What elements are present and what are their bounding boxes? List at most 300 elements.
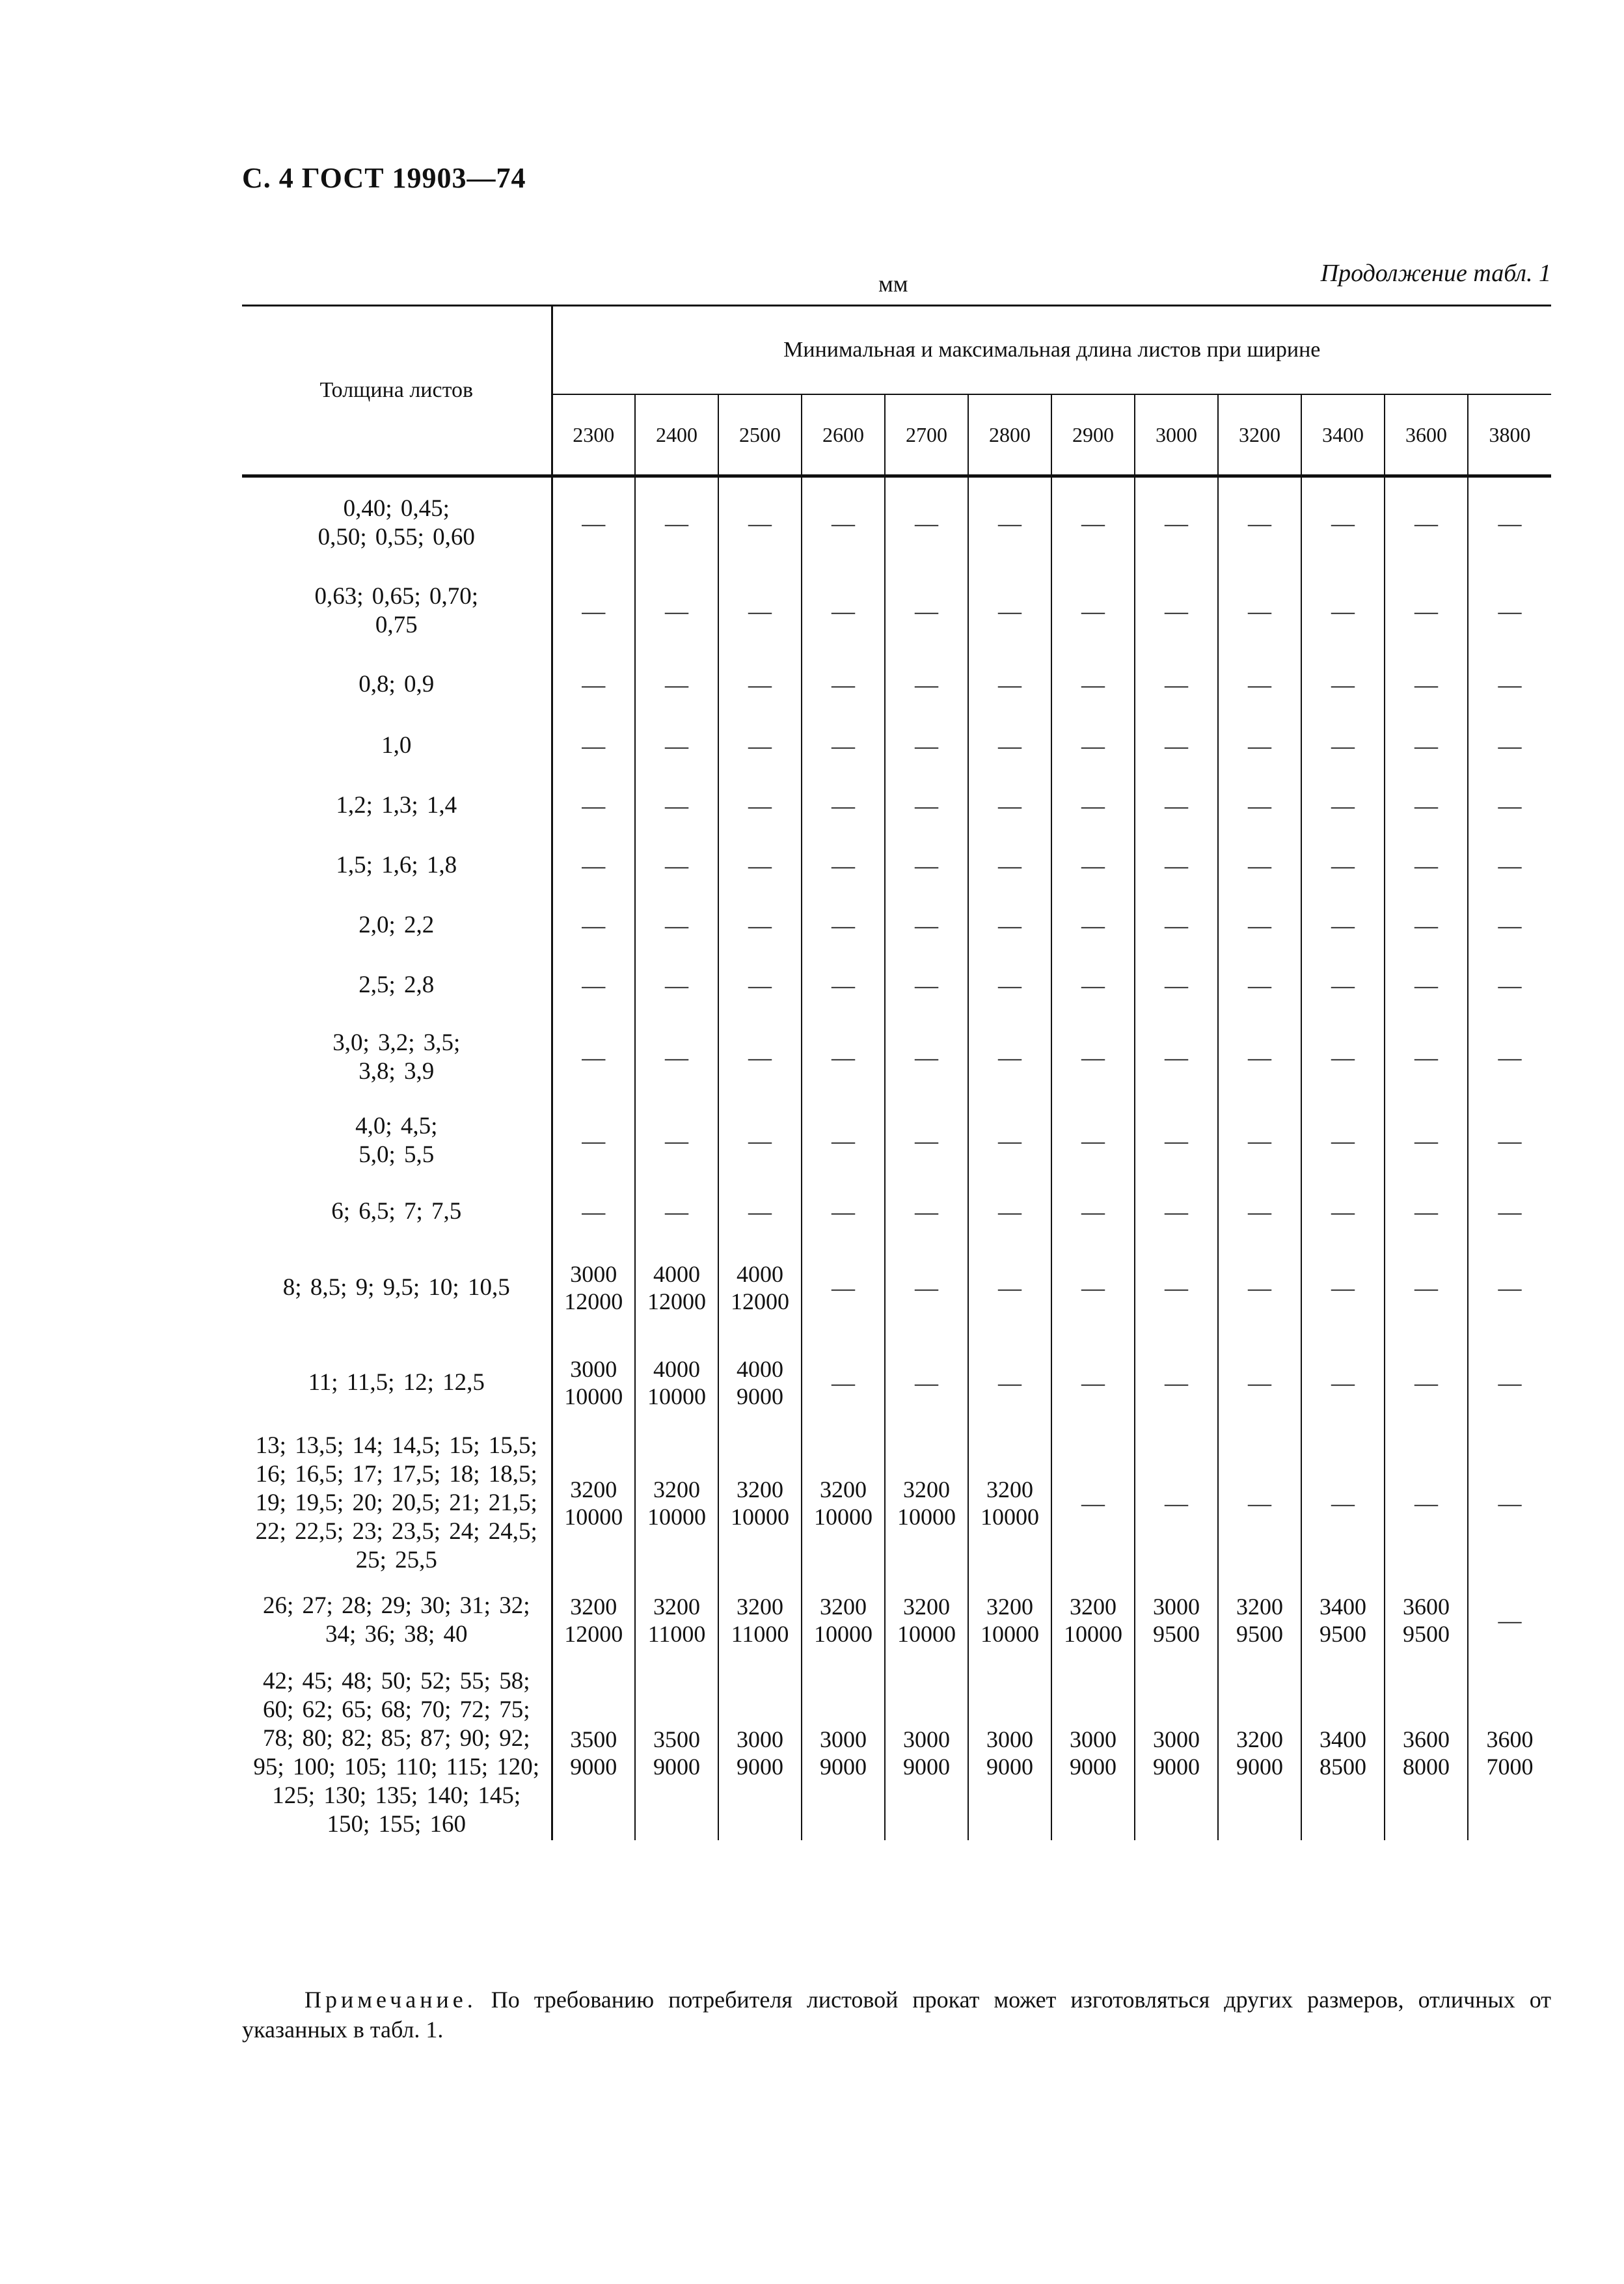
no-value-dash: — [1165,972,1188,998]
length-cell [885,1100,968,1182]
width-header-cell: 3200 [1218,394,1301,476]
no-value-dash: — [1498,1489,1522,1516]
length-cell [552,1100,635,1182]
length-cell [718,776,802,836]
length-cell [718,1015,802,1100]
length-cell [1301,1182,1385,1242]
min-length-value: 3000 [570,1260,617,1287]
no-value-dash: — [998,912,1022,938]
thickness-line: 25; 25,5 [355,1546,437,1573]
table-row [242,1015,1551,1100]
length-cell [1135,1334,1218,1432]
length-cell [1468,1015,1551,1100]
table-row [242,1432,1551,1575]
no-value-dash: — [1331,1489,1355,1516]
length-header: Минимальная и максимальная длина листов при ширине [552,306,1551,395]
length-cell [802,1182,885,1242]
no-value-dash: — [1081,792,1105,819]
length-cell [968,653,1051,716]
thickness-line: 6; 6,5; 7; 7,5 [331,1197,462,1225]
width-header-cell: 2600 [802,394,885,476]
table-row [242,955,1551,1015]
length-cell [635,776,718,836]
length-cell [1385,476,1468,569]
length-cell [718,716,802,776]
no-value-dash: — [1081,972,1105,998]
thickness-line: 16; 16,5; 17; 17,5; 18; 18,5; [255,1460,537,1488]
length-cell [1218,836,1301,895]
length-cell [1218,1100,1301,1182]
no-value-dash: — [582,597,606,624]
length-cell [1218,716,1301,776]
min-length-value: 3600 [1486,1726,1534,1752]
max-length-value: 9500 [1320,1620,1366,1647]
length-cell [1468,776,1551,836]
max-length-value: 9000 [903,1753,950,1780]
length-cell [1301,1015,1385,1100]
max-length-value: 9000 [986,1753,1033,1780]
length-cell [1301,476,1385,569]
no-value-dash: — [665,732,688,759]
min-length-value: 3000 [1070,1726,1116,1752]
max-length-value: 9500 [1236,1620,1283,1647]
length-cell [552,836,635,895]
length-cell [635,653,718,716]
max-length-value: 10000 [981,1620,1039,1647]
no-value-dash: — [748,912,772,938]
no-value-dash: — [748,852,772,878]
max-length-value: 10000 [564,1503,623,1530]
no-value-dash: — [748,1044,772,1070]
no-value-dash: — [748,1127,772,1154]
min-length-value: 3000 [570,1355,617,1382]
length-cell [1135,1100,1218,1182]
max-length-value: 9000 [570,1753,617,1780]
thickness-line: 60; 62; 65; 68; 70; 72; 75; [263,1696,530,1723]
no-value-dash: — [1414,510,1438,536]
min-length-value: 3200 [737,1476,783,1502]
no-value-dash: — [582,792,606,819]
length-cell [635,836,718,895]
no-value-dash: — [915,671,938,698]
min-length-value: 3200 [570,1593,617,1620]
length-cell [1051,836,1135,895]
length-cell [1468,1666,1551,1840]
no-value-dash: — [748,510,772,536]
length-cell [802,1432,885,1575]
length-cell [1218,1666,1301,1840]
length-cell [635,476,718,569]
note-text: По требованию потребителя листовой прокат может изготовляться других размеров, отличных от указанных в табл. 1. [242,1987,1551,2043]
no-value-dash: — [1248,1127,1271,1154]
no-value-dash: — [1081,1369,1105,1396]
width-header-cell: 3600 [1385,394,1468,476]
no-value-dash: — [1248,792,1271,819]
length-cell [968,776,1051,836]
length-cell [552,776,635,836]
min-length-value: 3200 [986,1593,1033,1620]
length-cell [885,1015,968,1100]
max-length-value: 9000 [737,1753,783,1780]
table-row [242,1242,1551,1334]
max-length-value: 8000 [1403,1753,1450,1780]
no-value-dash: — [1414,1489,1438,1516]
no-value-dash: — [832,1198,855,1225]
no-value-dash: — [1498,597,1522,624]
min-length-value: 3400 [1320,1726,1366,1752]
min-length-value: 3200 [903,1476,950,1502]
length-cell [1385,1100,1468,1182]
no-value-dash: — [998,852,1022,878]
length-cell [1135,653,1218,716]
length-cell [1218,653,1301,716]
no-value-dash: — [665,510,688,536]
units-label: мм [878,271,908,297]
table-row [242,1100,1551,1182]
no-value-dash: — [582,1044,606,1070]
length-cell [552,1242,635,1334]
no-value-dash: — [832,1274,855,1301]
thickness-cell [242,1015,552,1100]
no-value-dash: — [915,597,938,624]
no-value-dash: — [1498,852,1522,878]
length-cell [552,955,635,1015]
length-cell [635,1182,718,1242]
length-cell [1468,955,1551,1015]
length-cell [1385,716,1468,776]
table-row [242,1666,1551,1840]
length-cell [1301,653,1385,716]
length-cell [885,1666,968,1840]
no-value-dash: — [1498,1369,1522,1396]
length-cell [1051,716,1135,776]
length-cell [718,1432,802,1575]
length-cell [1135,776,1218,836]
no-value-dash: — [1165,671,1188,698]
thickness-cell [242,653,552,716]
no-value-dash: — [832,792,855,819]
no-value-dash: — [1165,732,1188,759]
no-value-dash: — [832,732,855,759]
length-cell [1218,955,1301,1015]
max-length-value: 10000 [814,1620,873,1647]
no-value-dash: — [1498,972,1522,998]
thickness-line: 125; 130; 135; 140; 145; [272,1782,521,1809]
length-cell [1135,1015,1218,1100]
length-cell [885,776,968,836]
length-cell [1135,1242,1218,1334]
width-header-cell: 2400 [635,394,718,476]
table-row [242,476,1551,569]
length-cell [1051,1432,1135,1575]
min-length-value: 4000 [737,1260,783,1287]
no-value-dash: — [1165,1044,1188,1070]
no-value-dash: — [998,1369,1022,1396]
no-value-dash: — [748,972,772,998]
length-cell [718,476,802,569]
length-cell [1468,895,1551,955]
thickness-cell [242,955,552,1015]
length-cell [1051,1182,1135,1242]
note-label: Примечание. [304,1987,477,2013]
no-value-dash: — [915,852,938,878]
no-value-dash: — [1165,1274,1188,1301]
no-value-dash: — [1165,912,1188,938]
thickness-line: 22; 22,5; 23; 23,5; 24; 24,5; [255,1517,537,1545]
no-value-dash: — [998,1198,1022,1225]
length-cell [552,1575,635,1666]
no-value-dash: — [915,1369,938,1396]
no-value-dash: — [915,792,938,819]
min-length-value: 3500 [570,1726,617,1752]
table-row [242,1575,1551,1666]
no-value-dash: — [998,597,1022,624]
no-value-dash: — [1414,1044,1438,1070]
no-value-dash: — [1248,510,1271,536]
min-length-value: 3200 [986,1476,1033,1502]
length-cell [718,955,802,1015]
length-cell [635,955,718,1015]
length-cell [802,836,885,895]
no-value-dash: — [1248,852,1271,878]
length-cell [1218,776,1301,836]
length-cell [802,1666,885,1840]
no-value-dash: — [1165,1127,1188,1154]
no-value-dash: — [832,510,855,536]
length-cell [968,1334,1051,1432]
thickness-line: 19; 19,5; 20; 20,5; 21; 21,5; [255,1489,537,1516]
thickness-line: 2,0; 2,2 [359,911,435,938]
length-cell [1218,1334,1301,1432]
length-cell [635,1100,718,1182]
length-cell [968,1666,1051,1840]
length-cell [885,1575,968,1666]
no-value-dash: — [1498,1198,1522,1225]
no-value-dash: — [1331,1274,1355,1301]
no-value-dash: — [1331,1198,1355,1225]
length-cell [1468,1100,1551,1182]
no-value-dash: — [915,1127,938,1154]
length-cell [1218,476,1301,569]
no-value-dash: — [998,1127,1022,1154]
length-cell [802,1100,885,1182]
length-cell [1385,1575,1468,1666]
min-length-value: 3600 [1403,1726,1450,1752]
no-value-dash: — [1331,597,1355,624]
min-length-value: 3500 [653,1726,700,1752]
no-value-dash: — [1498,671,1522,698]
length-cell [1051,476,1135,569]
length-cell [1385,955,1468,1015]
min-length-value: 3200 [1236,1726,1283,1752]
max-length-value: 7000 [1486,1753,1534,1780]
length-cell [802,895,885,955]
no-value-dash: — [1165,1369,1188,1396]
length-cell [1385,653,1468,716]
no-value-dash: — [1248,732,1271,759]
no-value-dash: — [832,597,855,624]
length-cell [968,955,1051,1015]
no-value-dash: — [1081,732,1105,759]
no-value-dash: — [1414,732,1438,759]
length-cell [635,1575,718,1666]
length-cell [1301,895,1385,955]
no-value-dash: — [832,1369,855,1396]
length-cell [1135,476,1218,569]
table-row [242,776,1551,836]
length-cell [635,569,718,653]
length-cell [1051,1242,1135,1334]
length-cell [1135,895,1218,955]
no-value-dash: — [998,1274,1022,1301]
width-header-cell: 2900 [1051,394,1135,476]
length-cell [1135,1575,1218,1666]
no-value-dash: — [582,671,606,698]
length-cell [802,1334,885,1432]
no-value-dash: — [998,732,1022,759]
no-value-dash: — [915,1274,938,1301]
length-cell [718,895,802,955]
length-cell [885,716,968,776]
length-cell [1135,1182,1218,1242]
no-value-dash: — [1414,972,1438,998]
no-value-dash: — [1498,1044,1522,1070]
length-cell [1385,1666,1468,1840]
no-value-dash: — [665,852,688,878]
length-cell [968,1100,1051,1182]
length-cell [552,1182,635,1242]
table-row [242,569,1551,653]
thickness-line: 13; 13,5; 14; 14,5; 15; 15,5; [255,1432,537,1459]
max-length-value: 10000 [647,1383,706,1409]
thickness-line: 11; 11,5; 12; 12,5 [308,1368,485,1396]
length-cell [1385,569,1468,653]
no-value-dash: — [1414,597,1438,624]
length-cell [635,1015,718,1100]
page-header: С. 4 ГОСТ 19903—74 [242,162,526,194]
length-cell [968,836,1051,895]
min-length-value: 3000 [1153,1593,1200,1620]
min-length-value: 3200 [1070,1593,1116,1620]
length-cell [968,1432,1051,1575]
no-value-dash: — [1248,972,1271,998]
no-value-dash: — [1081,597,1105,624]
no-value-dash: — [1081,912,1105,938]
no-value-dash: — [915,912,938,938]
length-cell [1051,1575,1135,1666]
no-value-dash: — [582,732,606,759]
thickness-cell [242,1100,552,1182]
length-cell [1218,1432,1301,1575]
length-cell [635,1242,718,1334]
table-row [242,836,1551,895]
no-value-dash: — [1331,972,1355,998]
thickness-line: 78; 80; 82; 85; 87; 90; 92; [263,1724,530,1752]
no-value-dash: — [1414,1198,1438,1225]
length-cell [802,716,885,776]
max-length-value: 9000 [1070,1753,1116,1780]
no-value-dash: — [1248,1369,1271,1396]
no-value-dash: — [1248,1044,1271,1070]
no-value-dash: — [665,671,688,698]
length-cell [1301,1100,1385,1182]
no-value-dash: — [1165,1198,1188,1225]
max-length-value: 10000 [897,1503,956,1530]
min-length-value: 3200 [737,1593,783,1620]
length-cell [802,955,885,1015]
thickness-line: 3,0; 3,2; 3,5; [332,1029,461,1056]
length-cell [885,1182,968,1242]
sheet-dimensions-table [242,305,1551,1840]
length-cell [1218,569,1301,653]
length-cell [802,1242,885,1334]
thickness-line: 3,8; 3,9 [359,1057,435,1085]
length-cell [1301,1575,1385,1666]
min-length-value: 4000 [737,1355,783,1382]
length-cell [1051,1666,1135,1840]
min-length-value: 3000 [903,1726,950,1752]
thickness-line: 34; 36; 38; 40 [325,1620,468,1648]
no-value-dash: — [1248,1198,1271,1225]
thickness-line: 95; 100; 105; 110; 115; 120; [253,1753,540,1780]
thickness-line: 1,2; 1,3; 1,4 [336,791,457,819]
length-cell [1301,955,1385,1015]
table-row [242,895,1551,955]
max-length-value: 9000 [1236,1753,1283,1780]
thickness-cell [242,836,552,895]
length-cell [552,716,635,776]
length-cell [968,1575,1051,1666]
no-value-dash: — [665,912,688,938]
no-value-dash: — [665,792,688,819]
no-value-dash: — [748,732,772,759]
thickness-line: 0,63; 0,65; 0,70; [314,582,479,610]
length-cell [1218,1575,1301,1666]
length-cell [552,1334,635,1432]
thickness-line: 42; 45; 48; 50; 52; 55; 58; [263,1667,530,1694]
length-cell [968,895,1051,955]
no-value-dash: — [1081,1044,1105,1070]
no-value-dash: — [1331,510,1355,536]
length-cell [635,895,718,955]
max-length-value: 9000 [737,1383,783,1409]
no-value-dash: — [1331,732,1355,759]
length-cell [1135,569,1218,653]
length-cell [1051,955,1135,1015]
length-cell [718,1182,802,1242]
length-cell [968,1015,1051,1100]
min-length-value: 3000 [820,1726,867,1752]
min-length-value: 3200 [653,1593,700,1620]
no-value-dash: — [1248,912,1271,938]
no-value-dash: — [1081,671,1105,698]
length-cell [552,1015,635,1100]
no-value-dash: — [915,732,938,759]
length-cell [802,653,885,716]
length-cell [1385,1182,1468,1242]
no-value-dash: — [1498,792,1522,819]
no-value-dash: — [998,671,1022,698]
length-cell [1385,836,1468,895]
length-cell [718,1242,802,1334]
no-value-dash: — [665,972,688,998]
no-value-dash: — [582,852,606,878]
max-length-value: 9000 [1153,1753,1200,1780]
no-value-dash: — [1165,852,1188,878]
length-cell [552,1666,635,1840]
no-value-dash: — [1165,510,1188,536]
no-value-dash: — [832,1044,855,1070]
